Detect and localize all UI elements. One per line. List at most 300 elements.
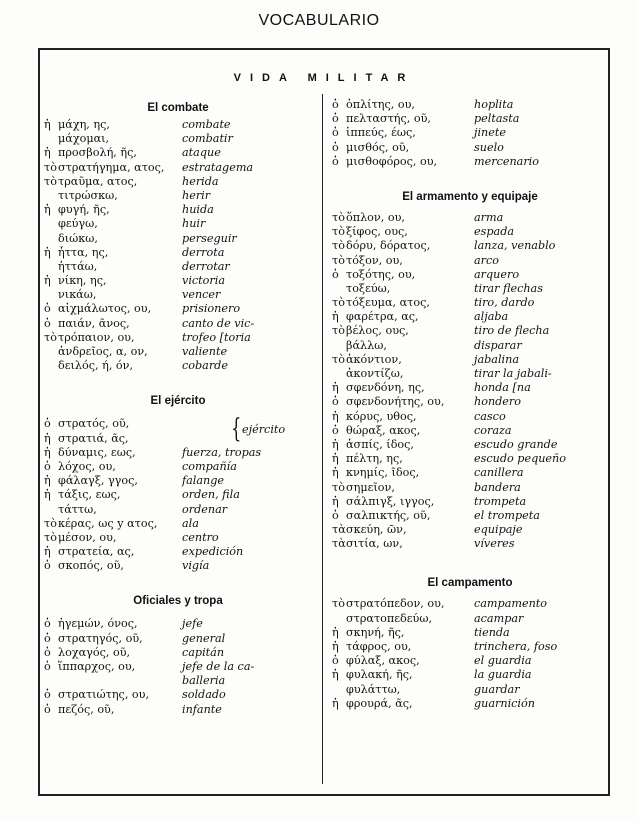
greek-term: ξίφος, ους,	[346, 225, 408, 239]
greek-term: πέλτη, ης,	[346, 452, 403, 466]
vocab-entry	[44, 488, 312, 502]
article: ἡ	[44, 488, 51, 502]
brace-spanish: ejército	[242, 423, 286, 437]
vocab-entry	[332, 452, 608, 466]
greek-term: τάφρος, ου,	[346, 640, 412, 653]
greek-term: πεζός, οῦ,	[58, 702, 115, 716]
spanish-translation: tiro de flecha	[474, 324, 550, 338]
vocab-entry	[44, 446, 312, 460]
spanish-translation: honda [na	[474, 381, 531, 395]
article: ἡ	[332, 668, 339, 682]
spanish-translation: cobarde	[182, 359, 228, 373]
vocab-entry	[44, 559, 312, 573]
campamento-list	[332, 597, 608, 711]
vocab-entry	[44, 260, 312, 274]
spanish-translation: falange	[182, 474, 225, 488]
article: τὸ	[44, 530, 57, 544]
greek-term: στρατεία, ας,	[58, 545, 135, 559]
vocab-entry	[44, 703, 312, 717]
greek-term: τόξευμα, ατος,	[346, 296, 430, 310]
vocab-entry	[44, 359, 312, 373]
article: ὁ	[44, 559, 51, 573]
spanish-translation: valiente	[182, 345, 228, 358]
brace-symbol: {	[231, 414, 242, 445]
vocab-entry	[332, 310, 608, 324]
spanish-translation: vencer	[182, 288, 221, 302]
article: ὁ	[44, 660, 51, 673]
spanish-translation: orden, fila	[182, 488, 240, 502]
spanish-translation: ordenar	[182, 502, 228, 516]
greek-term: ἵππαρχος, ου,	[58, 660, 136, 673]
spanish-translation: canillera	[474, 466, 524, 480]
greek-term: στρατοπεδεύω,	[346, 611, 433, 625]
greek-term: σφενδόνη, ης,	[346, 381, 425, 395]
article: ὁ	[44, 688, 51, 702]
article	[44, 217, 58, 231]
greek-term: ἡγεμών, όνος,	[58, 617, 138, 631]
greek-term: σημεῖον,	[346, 480, 395, 494]
article: τὸ	[332, 296, 345, 310]
greek-term: τάξις, εως,	[58, 488, 121, 502]
armamento-list	[332, 211, 608, 552]
greek-term: δύναμις, εως,	[58, 445, 136, 459]
vocab-entry	[332, 537, 608, 551]
greek-term: θώραξ, ακος,	[346, 423, 421, 437]
spanish-translation: fuerza, tropas	[182, 445, 262, 459]
vocab-entry	[332, 481, 608, 495]
greek-term: μάχη, ης,	[58, 118, 110, 131]
spanish-translation: jefe	[182, 617, 203, 631]
article: ἡ	[332, 437, 339, 451]
page-title: VOCABULARIO	[258, 12, 380, 29]
vocab-entry	[332, 626, 608, 640]
article: ἡ	[44, 245, 51, 259]
spanish-translation: canto de vic-	[182, 316, 255, 330]
greek-term: σάλπιγξ, ιγγος,	[346, 494, 435, 508]
article: ἡ	[332, 625, 339, 639]
greek-term: νίκη, ης,	[58, 274, 107, 288]
greek-term: φύλαξ, ακος,	[346, 654, 420, 668]
spanish-translation: guarnición	[474, 696, 535, 710]
column-divider	[322, 94, 323, 784]
article: ἡ	[332, 381, 339, 395]
spanish-translation: prisionero	[182, 302, 241, 316]
spanish-translation: huida	[182, 203, 214, 217]
spanish-translation: hoplita	[474, 98, 514, 111]
section-subtitle: VIDA MILITAR	[233, 72, 415, 84]
vocab-entry	[332, 640, 608, 654]
vocab-entry	[44, 118, 312, 132]
vocab-entry	[332, 239, 608, 253]
article: τὸ	[332, 210, 345, 224]
greek-term: πελταστής, οῦ,	[346, 112, 431, 126]
spanish-translation: mercenario	[474, 154, 540, 168]
vocab-entry	[332, 268, 608, 282]
vocab-entry	[44, 189, 312, 203]
left-column	[44, 98, 312, 717]
vocab-entry	[44, 232, 312, 246]
greek-term: μάχομαι,	[58, 132, 110, 146]
vocab-entry	[332, 296, 608, 310]
article: τὸ	[44, 330, 57, 344]
article: ὁ	[332, 154, 339, 168]
vocab-entry	[44, 545, 312, 559]
greek-term: μέσον, ου,	[58, 530, 117, 544]
article: ἡ	[332, 409, 339, 423]
vocab-entry	[44, 503, 312, 517]
combate-list	[44, 118, 312, 373]
article: ὁ	[44, 417, 51, 431]
vocab-entry	[332, 495, 608, 509]
article: τὸ	[332, 480, 345, 494]
greek-term: στρατήγημα, ατος,	[58, 160, 165, 174]
greek-term: βάλλω,	[346, 338, 387, 352]
vocab-entry	[44, 317, 312, 331]
vocab-entry	[44, 246, 312, 260]
vocab-entry	[44, 161, 312, 175]
article: ἡ	[44, 474, 51, 488]
spanish-translation: vigía	[182, 559, 210, 573]
vocab-entry	[332, 98, 608, 112]
greek-term: κνημίς, ῖδος,	[346, 466, 420, 480]
article: ὁ	[44, 645, 51, 659]
article: τὸ	[332, 225, 345, 239]
vocab-entry	[332, 654, 608, 668]
vocab-entry	[44, 688, 312, 702]
article: ὁ	[332, 126, 339, 140]
brace-group	[44, 414, 312, 445]
vocab-entry	[332, 324, 608, 338]
spanish-translation: arma	[474, 210, 504, 224]
spanish-translation: herir	[182, 188, 211, 202]
article: τὰ	[332, 523, 346, 537]
vocab-entry	[332, 254, 608, 268]
spanish-translation: víveres	[474, 537, 515, 551]
spanish-translation: lanza, venablo	[474, 239, 556, 253]
greek-term: στρατιά, ᾶς,	[58, 431, 129, 445]
article: ὁ	[332, 267, 339, 281]
spanish-translation: tienda	[474, 625, 510, 639]
heading-oficiales: Oficiales y tropa	[133, 595, 223, 608]
article: ἡ	[332, 640, 339, 653]
vocab-entry	[332, 683, 608, 697]
spanish-translation: jefe de la ca-	[182, 660, 255, 673]
article: τὸ	[44, 160, 57, 174]
article	[44, 132, 58, 146]
greek-term: φυλάττω,	[346, 682, 401, 696]
spanish-translation: ala	[182, 516, 199, 530]
article: ὁ	[332, 140, 339, 154]
vocab-entry	[44, 146, 312, 160]
article: ἡ	[332, 466, 339, 480]
article	[332, 282, 346, 296]
vocab-entry	[44, 646, 312, 660]
vocab-entry	[332, 697, 608, 711]
vocab-entry	[332, 211, 608, 225]
vocab-entry	[44, 288, 312, 302]
spanish-translation: derrota	[182, 245, 225, 259]
article	[44, 232, 58, 246]
spanish-translation: trinchera, foso	[474, 640, 558, 653]
greek-term: ἀνδρεῖος, α, ον,	[58, 345, 148, 358]
greek-term: σκοπός, οῦ,	[58, 559, 124, 573]
spanish-translation: bandera	[474, 480, 521, 494]
vocab-entry	[332, 381, 608, 395]
article	[44, 345, 58, 359]
spanish-translation: escudo grande	[474, 437, 558, 451]
vocab-entry	[332, 612, 608, 626]
article: ὁ	[332, 654, 339, 668]
article: τὰ	[332, 537, 346, 551]
heading-combate: El combate	[147, 102, 209, 114]
heading-ejercito: El ejército	[150, 395, 206, 408]
article: ὁ	[44, 617, 51, 631]
article: ὁ	[332, 98, 339, 111]
article: ἡ	[44, 274, 51, 288]
article	[44, 288, 58, 302]
greek-term: τόξον, ου,	[346, 253, 403, 267]
greek-term: στρατόπεδον, ου,	[346, 597, 445, 611]
article: ἡ	[44, 545, 51, 559]
heading-armamento: El armamento y equipaje	[402, 190, 538, 203]
greek-term: τραῦμα, ατος,	[58, 174, 138, 188]
spanish-translation: ataque	[182, 146, 221, 160]
spanish-translation: derrotar	[182, 259, 230, 273]
article	[44, 359, 58, 373]
vocab-entry	[332, 367, 608, 381]
article	[44, 674, 58, 688]
greek-term: μισθοφόρος, ου,	[346, 154, 438, 168]
article: τὸ	[332, 239, 345, 253]
greek-term: λόχος, ου,	[58, 459, 116, 473]
greek-term	[58, 674, 182, 688]
vocab-entry	[332, 410, 608, 424]
greek-term: φεύγω,	[58, 217, 98, 231]
vocab-entry	[332, 424, 608, 438]
vocab-entry	[332, 353, 608, 367]
article: ὁ	[332, 395, 339, 409]
spanish-translation: disparar	[474, 338, 522, 352]
spanish-translation: casco	[474, 409, 506, 423]
greek-term: στρατιώτης, ου,	[58, 688, 150, 702]
spanish-translation: equipaje	[474, 523, 523, 537]
greek-term: τρόπαιον, ου,	[58, 330, 135, 344]
spanish-translation: guardar	[474, 682, 520, 696]
spanish-translation: la guardia	[474, 668, 532, 682]
article: ὁ	[44, 459, 51, 473]
article: ἡ	[332, 452, 339, 466]
vocab-entry	[44, 203, 312, 217]
spanish-translation: infante	[182, 702, 222, 716]
spanish-translation: victoria	[182, 274, 225, 288]
article: ἡ	[332, 310, 339, 324]
spanish-translation: tiro, dardo	[474, 296, 535, 310]
article: ἡ	[44, 146, 51, 160]
right-column	[332, 98, 608, 711]
vocab-entry	[332, 509, 608, 523]
greek-term: δόρυ, δόρατος,	[346, 239, 431, 253]
vocab-entry	[44, 531, 312, 545]
article: ὁ	[44, 702, 51, 716]
spanish-translation: escudo pequeño	[474, 452, 566, 466]
top-list	[332, 98, 608, 169]
greek-term: φυγή, ῆς,	[58, 203, 110, 217]
greek-term: διώκω,	[58, 231, 98, 245]
spanish-translation: arco	[474, 253, 500, 267]
greek-term: βέλος, ους,	[346, 324, 409, 338]
vocab-entry	[332, 112, 608, 126]
greek-term: σκεύη, ῶν,	[346, 523, 407, 537]
vocab-entry	[44, 175, 312, 189]
vocab-entry	[332, 126, 608, 140]
spanish-translation: general	[182, 631, 226, 645]
vocab-entry	[44, 617, 312, 631]
spanish-translation: arquero	[474, 267, 520, 281]
greek-term: φάλαγξ, γγος,	[58, 474, 138, 488]
greek-term: τάττω,	[58, 502, 97, 516]
vocab-entry	[332, 597, 608, 611]
article	[332, 367, 346, 381]
article: ἡ	[332, 696, 339, 710]
greek-term: νικάω,	[58, 288, 97, 302]
spanish-translation: tirar flechas	[474, 281, 543, 295]
spanish-translation: hondero	[474, 395, 522, 409]
greek-term: τοξεύω,	[346, 281, 391, 295]
spanish-translation: acampar	[474, 611, 524, 625]
vocab-entry	[332, 438, 608, 452]
greek-term: προσβολή, ῆς,	[58, 146, 137, 160]
spanish-translation: el guardia	[474, 654, 532, 668]
spanish-translation: trofeo [toria	[182, 330, 251, 344]
heading-campamento: El campamento	[427, 577, 513, 590]
greek-term: ἧττα, ης,	[58, 245, 109, 259]
article: ἡ	[44, 203, 51, 217]
spanish-translation: centro	[182, 530, 219, 544]
vocab-entry	[44, 674, 312, 688]
greek-term: στρατηγός, οῦ,	[58, 631, 143, 645]
vocab-entry	[332, 523, 608, 537]
article	[332, 612, 346, 626]
vocab-entry	[44, 217, 312, 231]
vocab-entry	[332, 395, 608, 409]
vocab-entry	[44, 660, 312, 674]
vocab-entry	[44, 460, 312, 474]
greek-term: ἡττάω,	[58, 259, 98, 273]
greek-term: ὁπλίτης, ου,	[346, 98, 415, 111]
spanish-translation: tirar la jabali-	[474, 367, 552, 380]
greek-term: ἀκόντιον,	[346, 352, 402, 366]
spanish-translation: compañía	[182, 459, 237, 473]
greek-term: ἀσπίς, ίδος,	[346, 437, 414, 451]
spanish-translation: peltasta	[474, 112, 520, 126]
article: ὁ	[332, 423, 339, 437]
article: ἡ	[44, 118, 51, 131]
spanish-translation: combatir	[182, 132, 233, 146]
greek-term: τιτρώσκω,	[58, 188, 118, 202]
article: ἡ	[44, 431, 51, 445]
article	[44, 189, 58, 203]
vocab-entry	[44, 331, 312, 345]
spanish-translation: capitán	[182, 645, 225, 659]
greek-term: αἰχμάλωτος, ου,	[58, 302, 152, 316]
vocab-entry	[44, 274, 312, 288]
greek-term: ἱππεύς, έως,	[346, 126, 416, 140]
greek-term: στρατός, οῦ,	[58, 417, 130, 431]
article	[332, 683, 346, 697]
spanish-translation: perseguir	[182, 231, 237, 245]
article: τὸ	[44, 174, 57, 188]
article: ὁ	[44, 631, 51, 645]
greek-term: μισθός, οῦ,	[346, 140, 410, 154]
vocab-entry	[44, 302, 312, 316]
article: ὁ	[44, 316, 51, 330]
spanish-translation: el trompeta	[474, 508, 540, 522]
vocab-entry	[332, 466, 608, 480]
spanish-translation: espada	[474, 225, 515, 239]
vocab-entry	[44, 345, 312, 359]
greek-term: παιάν, ᾶνος,	[58, 316, 130, 330]
article: τὸ	[332, 597, 345, 611]
spanish-translation: jinete	[474, 126, 506, 140]
spanish-translation: estratagema	[182, 160, 254, 174]
greek-term: σιτία, ων,	[346, 537, 403, 551]
vocab-entry	[44, 132, 312, 146]
spanish-translation: expedición	[182, 545, 244, 559]
spanish-translation: aljaba	[474, 310, 509, 324]
article: ἡ	[332, 494, 339, 508]
article: ἡ	[44, 445, 51, 459]
vocab-entry	[332, 225, 608, 239]
article	[332, 339, 346, 353]
greek-term: ὅπλον, ου,	[346, 210, 405, 224]
greek-term: δειλός, ή, όν,	[58, 359, 134, 373]
greek-term: σκηνή, ῆς,	[346, 625, 405, 639]
greek-term: φρουρά, ᾶς,	[346, 696, 413, 710]
spanish-translation: herida	[182, 174, 219, 188]
article: ὁ	[44, 302, 51, 316]
ejercito-list	[44, 446, 312, 574]
greek-term: φαρέτρα, ας,	[346, 310, 419, 324]
greek-term: κόρυς, υθος,	[346, 409, 417, 423]
greek-term: τοξότης, ου,	[346, 267, 416, 281]
vocab-entry	[332, 141, 608, 155]
vocab-entry	[44, 474, 312, 488]
vocab-entry	[332, 282, 608, 296]
article: τὸ	[44, 516, 57, 530]
article: ὁ	[332, 112, 339, 126]
spanish-translation: trompeta	[474, 494, 527, 508]
article: ὁ	[332, 508, 339, 522]
spanish-translation: combate	[182, 118, 231, 131]
article	[44, 503, 58, 517]
vocab-entry	[44, 517, 312, 531]
greek-term: σαλπικτής, οῦ,	[346, 508, 431, 522]
greek-term: φυλακή, ῆς,	[346, 668, 413, 682]
greek-term: σφενδονήτης, ου,	[346, 395, 445, 409]
spanish-translation: coraza	[474, 423, 512, 437]
vocab-entry	[332, 339, 608, 353]
article: τὸ	[332, 324, 345, 338]
spanish-translation: balleria	[182, 674, 226, 688]
oficiales-list	[44, 617, 312, 716]
article	[44, 260, 58, 274]
vocab-entry	[332, 668, 608, 682]
spanish-translation: suelo	[474, 140, 504, 154]
spanish-translation: soldado	[182, 688, 226, 702]
vocabulary-frame	[38, 48, 610, 796]
spanish-translation: campamento	[474, 597, 548, 611]
greek-term: λοχαγός, οῦ,	[58, 645, 131, 659]
